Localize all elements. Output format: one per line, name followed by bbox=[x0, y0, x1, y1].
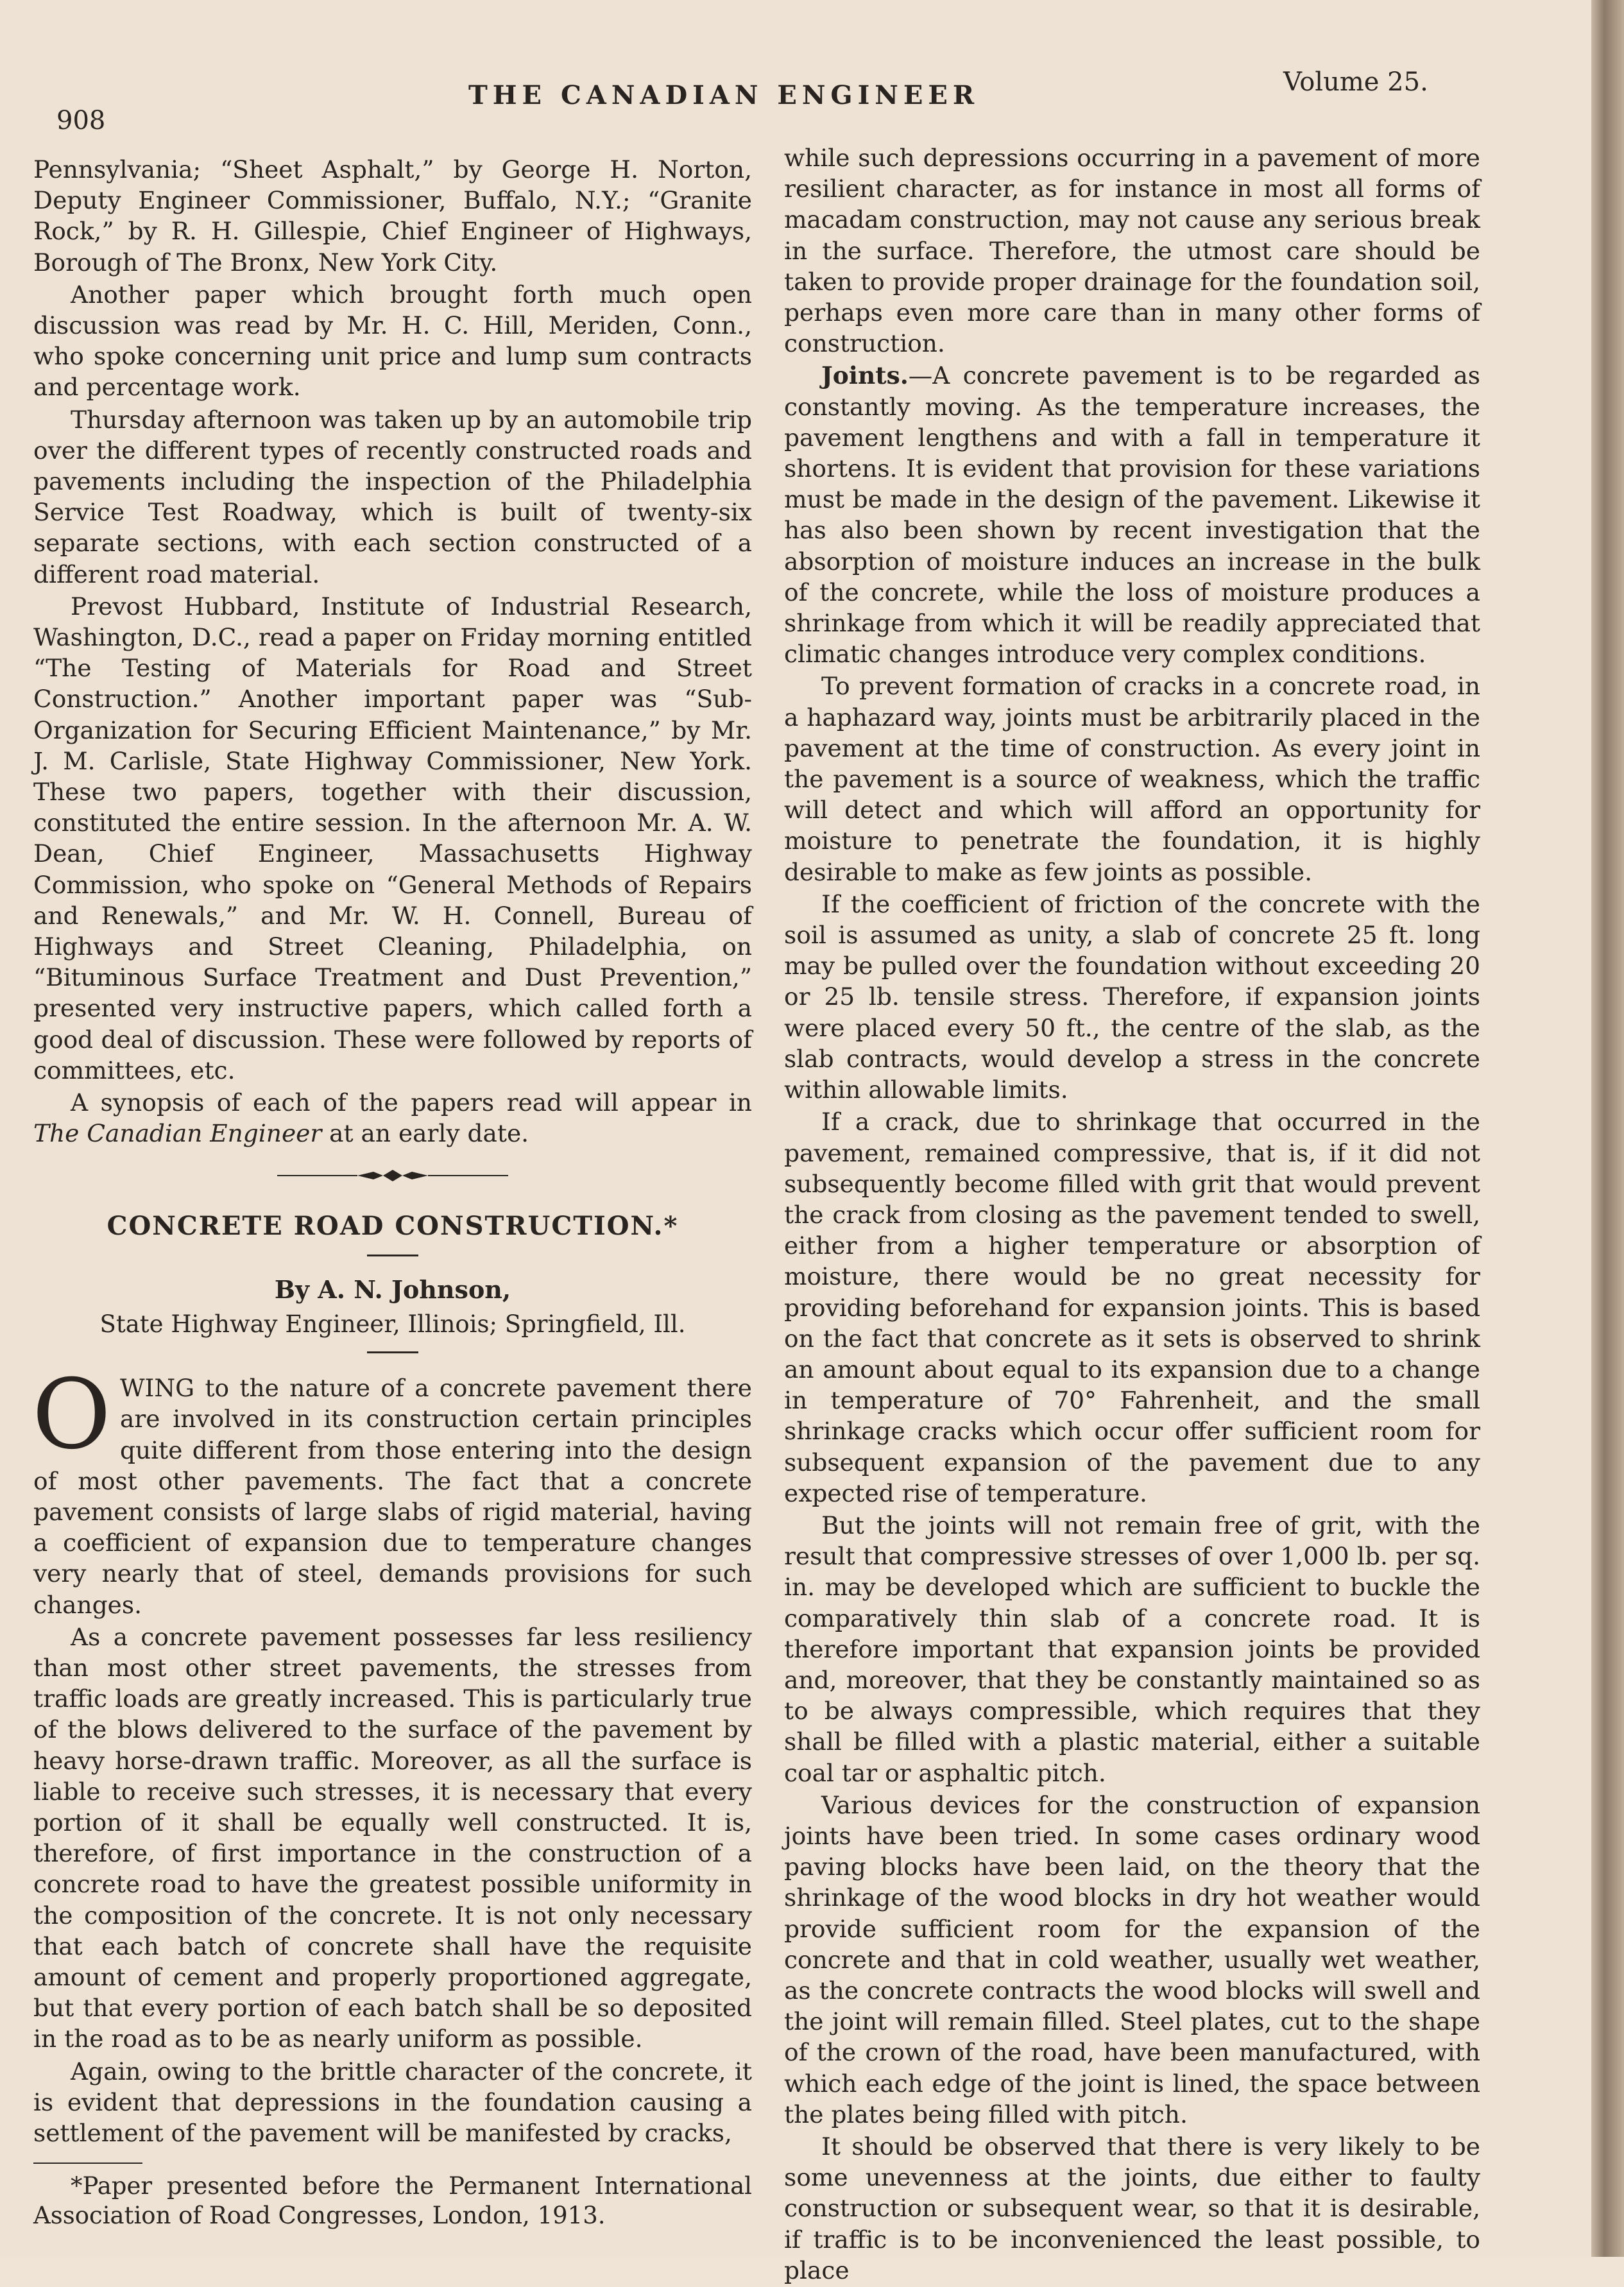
page-binding bbox=[1591, 0, 1624, 2257]
paragraph: Thursday afternoon was taken up by an automobile trip over the different types of recently constructed roads and pavements including the inspection of the Philadelphia Service Test Roadway, which is built of twenty-six separate sections, with each section constructed of a different road material. bbox=[33, 405, 752, 588]
drop-cap: O bbox=[32, 1359, 111, 1471]
author-affiliation: State Highway Engineer, Illinois; Springfield, Ill. bbox=[99, 1310, 686, 1338]
footnote-rule bbox=[33, 2163, 142, 2164]
byline: By A. N. Johnson, bbox=[274, 1274, 511, 1304]
paragraph: Again, owing to the brittle character of the concrete, it is evident that depressions in the foundation causing a settlement of the pavement will be manifested by cracks, bbox=[33, 2057, 752, 2147]
lead-paragraph bbox=[32, 1359, 752, 1620]
paragraph: Pennsylvania; “Sheet Asphalt,” by George H. Norton, Deputy Engineer Commissioner, Buffalo, N.Y.; “Granite Rock,” by R. H. Gillespie, Chief Engineer of Highways, Borough of The Bronx, New York City. bbox=[33, 155, 752, 277]
paragraph: while such depressions occurring in a pavement of more resilient character, as for instance in most all forms of macadam construction, may not cause any serious break in the surface. Therefore, the utmost care should be taken to provide proper drainage for the foundation soil, perhaps even more care than in many other forms of construction. bbox=[784, 144, 1480, 358]
paragraph: Another paper which brought forth much open discussion was read by Mr. H. C. Hill, Meriden, Conn., who spoke concerning unit price and lump sum contracts and percentage work. bbox=[33, 280, 752, 402]
paragraph bbox=[784, 360, 1480, 669]
paragraph: If the coefficient of friction of the concrete with the soil is assumed as unity, a slab of concrete 25 ft. long may be pulled over the foundation without exceeding 20 or 25 lb. tensile stress. Therefore, if expansion joints were placed every 50 ft., the centre of the slab, as the slab contracts, would develop a stress in the concrete within allowable limits. bbox=[784, 889, 1480, 1104]
page-number: 908 bbox=[56, 106, 106, 135]
left-column bbox=[33, 154, 752, 2232]
text-span: at an early date. bbox=[321, 1119, 529, 1148]
volume-label: Volume 25. bbox=[1283, 67, 1428, 97]
paragraph: If a crack, due to shrinkage that occurred in the pavement, remained compressive, that is, if it did not subsequently become filled with grit that would prevent the crack from closing as the pavement tended to swell, either from a higher temperature or absorption of moisture, there would be no great necessity for providing beforehand for expansion joints. This is based on the fact that concrete as it sets is observed to shrink an amount about equal to its expansion due to a change in temperature of 70° Fahrenheit, and the small shrinkage cracks which occur offer sufficient room for subsequent expansion of the pavement due to any expected rise of temperature. bbox=[784, 1108, 1480, 1507]
paragraph: But the joints will not remain free of grit, with the result that compressive stresses of over 1,000 lb. per sq. in. may be developed which are sufficient to buckle the comparatively thin slab of a concrete road. It is therefore important that expansion joints be provided and, moreover, that they be constantly maintained so as to be always compressible, which requires that they shall be filled with a plastic material, either a suitable coal tar or asphaltic pitch. bbox=[784, 1511, 1480, 1787]
paragraph: It should be observed that there is very likely to be some unevenness at the joints, due either to faulty construction or subsequent wear, so that it is desirable, if traffic is to be inconvenienced the least possible, to place bbox=[784, 2132, 1480, 2284]
ornament-divider-icon bbox=[277, 1166, 508, 1185]
paragraph bbox=[33, 1087, 752, 1149]
divider bbox=[367, 1351, 418, 1353]
paragraph: Prevost Hubbard, Institute of Industrial Research, Washington, D.C., read a paper on Friday morning entitled “The Testing of Materials for Road and Street Construction.” Another important paper was “Sub-Organization for Securing Efficient Maintenance,” by Mr. J. M. Carlisle, State Highway Commissioner, New York. These two papers, together with their discussion, constituted the entire session. In the afternoon Mr. A. W. Dean, Chief Engineer, Massachusetts Highway Commission, who spoke on “General Methods of Repairs and Renewals,” and Mr. W. H. Connell, Bureau of Highways and Street Cleaning, Philadelphia, on “Bituminous Surface Treatment and Dust Prevention,” presented very instructive papers, which called forth a good deal of discussion. These were followed by reports of committees, etc. bbox=[33, 592, 752, 1084]
paragraph: Various devices for the construction of expansion joints have been tried. In some cases ordinary wood paving blocks have been laid, on the theory that the shrinkage of the wood blocks in dry hot weather would provide sufficient room for the expansion of the concrete and that in cold weather, usually wet weather, as the concrete contracts the wood blocks will swell and the joint will remain filled. Steel plates, cut to the shape of the crown of the road, have been manufactured, with which each edge of the joint is lined, the space between the plates being filled with pitch. bbox=[784, 1790, 1480, 2129]
footnote: *Paper presented before the Permanent International Association of Road Congresses, London, 1913. bbox=[33, 2172, 752, 2230]
section-heading: Joints. bbox=[821, 361, 909, 390]
text-span: WING to the nature of a concrete pavement there are involved in its construction certain principles quite different from those entering into the design of most other pavements. The fact that a concrete pavement consists of large slabs of rigid material, having a coefficient of expansion due to temperature changes very nearly that of steel, demands provisions for such changes. bbox=[33, 1374, 752, 1619]
paragraph: As a concrete pavement possesses far less resiliency than most other street pavements, the stresses from traffic loads are greatly increased. This is particularly true of the blows delivered to the surface of the pavement by heavy horse-drawn traffic. Moreover, as all the surface is liable to receive such stresses, it is necessary that every portion of it shall be equally well constructed. It is, therefore, of first importance in the construction of a concrete road to have the greatest possible uniformity in the composition of the concrete. It is not only necessary that each batch of concrete shall have the requisite amount of cement and properly proportioned aggregate, but that every portion of each batch shall be so deposited in the road as to be as nearly uniform as possible. bbox=[33, 1622, 752, 2053]
running-title: THE CANADIAN ENGINEER bbox=[468, 80, 980, 110]
text-span: —A concrete pavement is to be regarded as constantly moving. As the temperature increases, the pavement lengthens and with a fall in temperature it shortens. It is evident that provision for these variations must be made in the design of the pavement. Likewise it has also been shown by recent investigation that the absorption of moisture induces an increase in the bulk of the concrete, while the loss of moisture produces a shrinkage from which it will be readily appreciated that climatic changes introduce very complex conditions. bbox=[784, 361, 1480, 669]
journal-name: The Canadian Engineer bbox=[33, 1119, 322, 1148]
page-header bbox=[51, 67, 1431, 135]
right-column bbox=[784, 142, 1480, 2287]
text-span: A synopsis of each of the papers read will appear in bbox=[71, 1088, 752, 1117]
article-title: CONCRETE ROAD CONSTRUCTION.* bbox=[107, 1210, 679, 1241]
paragraph: To prevent formation of cracks in a concrete road, in a haphazard way, joints must be arbitrarily placed in the pavement at the time of construction. As every joint in the pavement is a source of weakness, which the traffic will detect and which will afford an opportunity for moisture to penetrate the foundation, it is highly desirable to make as few joints as possible. bbox=[784, 672, 1480, 886]
divider bbox=[367, 1255, 418, 1256]
